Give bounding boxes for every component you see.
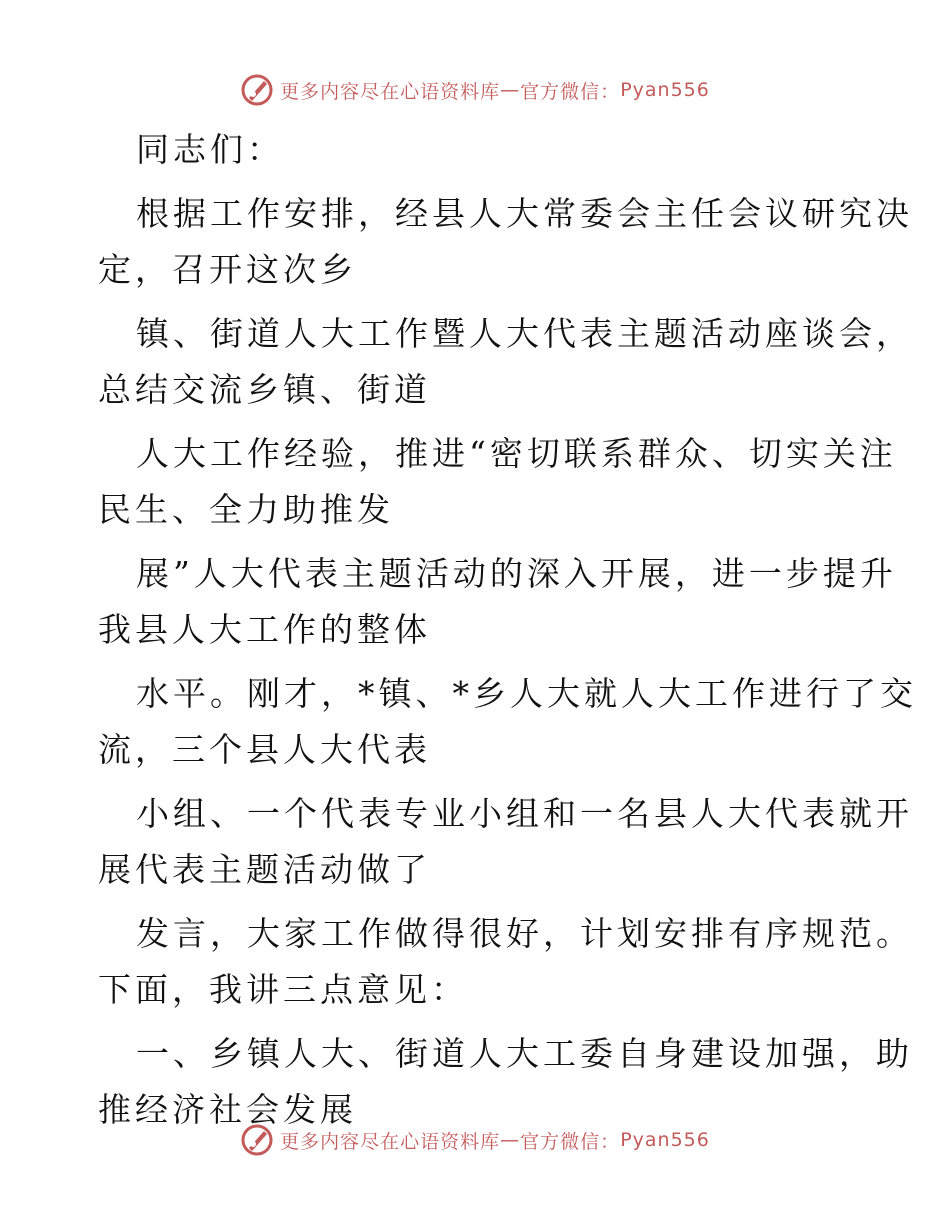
paragraph-line: 展代表主题活动做了: [98, 850, 431, 889]
banner-wechat-id: Pyan556: [620, 1129, 710, 1151]
paragraph-line: 根据工作安排，经县人大常委会主任会议研究决: [136, 194, 913, 233]
banner-site-text: 更多内容尽在心语资料库: [280, 80, 501, 103]
section-heading-line: 一、乡镇人大、街道人大工委自身建设加强，助: [136, 1034, 913, 1073]
paragraph-line: 下面，我讲三点意见：: [98, 970, 468, 1009]
banner-wechat-label: 官方微信：: [520, 80, 621, 103]
salutation-line: 同志们：: [136, 130, 284, 169]
paragraph-line: 水平。刚才，*镇、*乡人大就人大工作进行了交: [136, 674, 917, 713]
document-body: [98, 122, 917, 1138]
paragraph-line: 我县人大工作的整体: [98, 610, 431, 649]
section-heading-line: 推经济社会发展: [98, 1090, 357, 1129]
paragraph-line: 发言，大家工作做得很好，计划安排有序规范。: [136, 914, 913, 953]
paragraph-line: 流，三个县人大代表: [98, 730, 431, 769]
paragraph-line: 定，召开这次乡: [98, 250, 357, 289]
paragraph-line: 人大工作经验，推进“密切联系群众、切实关注: [136, 434, 897, 473]
paragraph-line: 小组、一个代表专业小组和一名县人大代表就开: [136, 794, 913, 833]
paragraph-line: 民生、全力助推发: [98, 490, 394, 529]
footer-banner: [0, 1118, 950, 1162]
banner-separator: —: [500, 79, 521, 101]
paragraph-line: 镇、街道人大工作暨人大代表主题活动座谈会，: [136, 314, 913, 353]
paragraph-line: 展”人大代表主题活动的深入开展，进一步提升: [136, 554, 897, 593]
banner-site-text: 更多内容尽在心语资料库: [280, 1130, 501, 1153]
banner-wechat-id: Pyan556: [620, 79, 710, 101]
paragraph-line: 总结交流乡镇、街道: [98, 370, 431, 409]
banner-wechat-label: 官方微信：: [520, 1130, 621, 1153]
pen-circle-logo-icon: [240, 73, 274, 107]
header-banner: [0, 68, 950, 112]
pen-circle-logo-icon: [240, 1123, 274, 1157]
banner-separator: —: [500, 1129, 521, 1151]
